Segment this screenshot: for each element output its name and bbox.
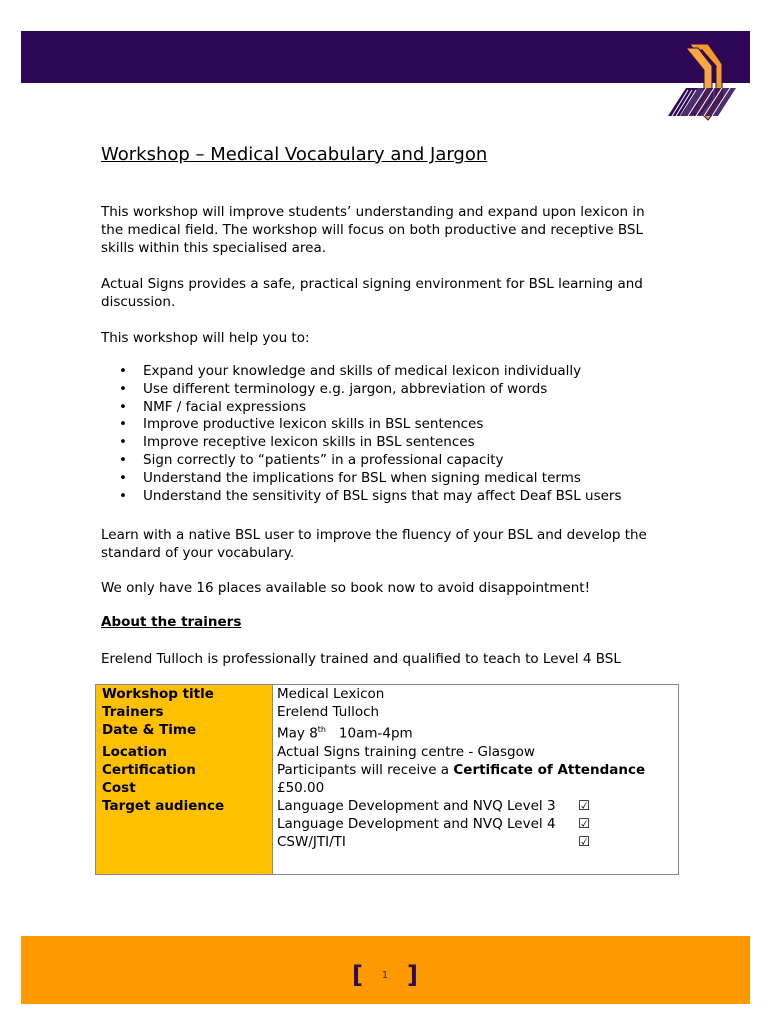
list-item: • Expand your knowledge and skills of medical lexicon individually <box>101 363 671 381</box>
row-value: £50.00 <box>273 779 679 797</box>
environment-paragraph: Actual Signs provides a safe, practical signing environment for BSL learning and discussion. <box>101 276 643 310</box>
checkbox-checked-icon: ☑ <box>577 815 591 832</box>
row-value <box>273 721 679 743</box>
document-title: Workshop – Medical Vocabulary and Jargon <box>101 144 488 165</box>
page-number: 1 <box>381 969 389 981</box>
row-label: Date & Time <box>96 721 273 743</box>
list-item: • Use different terminology e.g. jargon, abbreviation of words <box>101 381 671 399</box>
right-bracket-icon: ] <box>407 961 418 989</box>
list-item: • Sign correctly to “patients” in a professional capacity <box>101 452 671 470</box>
table-row <box>96 703 679 721</box>
row-value <box>273 761 679 779</box>
certification-type: Certificate of Attendance <box>453 761 646 778</box>
row-label: Location <box>96 743 273 761</box>
row-value: Erelend Tulloch <box>273 703 679 721</box>
checkbox-checked-icon: ☑ <box>577 833 591 850</box>
audience-text: Language Development and NVQ Level 4 <box>277 815 556 832</box>
workshop-info-table <box>95 684 679 875</box>
table-row <box>96 721 679 743</box>
row-label: Trainers <box>96 703 273 721</box>
page-number-box <box>352 962 418 988</box>
row-label: Target audience <box>96 797 273 875</box>
audience-text: CSW/JTI/TI <box>277 833 346 850</box>
certification-prefix: Participants will receive a <box>277 761 454 778</box>
checkbox-checked-icon: ☑ <box>577 797 591 814</box>
list-item: • NMF / facial expressions <box>101 399 671 417</box>
row-value: Actual Signs training centre - Glasgow <box>273 743 679 761</box>
learn-paragraph: Learn with a native BSL user to improve the fluency of your BSL and develop the standard of your vocabulary. <box>101 527 647 561</box>
benefits-list <box>101 363 671 505</box>
audience-item <box>277 797 592 815</box>
list-item: • Improve receptive lexicon skills in BSL sentences <box>101 434 671 452</box>
list-item: • Understand the implications for BSL when signing medical terms <box>101 470 671 488</box>
table-row <box>96 797 679 875</box>
table-row <box>96 779 679 797</box>
company-logo-icon <box>660 42 742 124</box>
left-bracket-icon: [ <box>352 961 363 989</box>
date-time: 10am-4pm <box>338 725 413 742</box>
table-row <box>96 761 679 779</box>
row-label: Certification <box>96 761 273 779</box>
row-label: Cost <box>96 779 273 797</box>
help-intro-text: This workshop will help you to: <box>101 330 310 346</box>
date-suffix: th <box>317 725 327 734</box>
list-item: • Understand the sensitivity of BSL signs that may affect Deaf BSL users <box>101 488 671 506</box>
row-label: Workshop title <box>96 685 273 704</box>
audience-text: Language Development and NVQ Level 3 <box>277 797 556 814</box>
table-row <box>96 743 679 761</box>
header-band <box>21 31 750 83</box>
trainers-heading: About the trainers <box>101 614 242 630</box>
audience-item <box>277 815 592 833</box>
places-paragraph: We only have 16 places available so book now to avoid disappointment! <box>101 580 591 596</box>
intro-paragraph: This workshop will improve students’ understanding and expand upon lexicon in the medical field. The workshop will focus on both productive and receptive BSL skills within this specialised area. <box>101 204 645 256</box>
row-value <box>273 797 679 875</box>
table-row <box>96 685 679 704</box>
audience-item <box>277 833 592 851</box>
list-item: • Improve productive lexicon skills in BSL sentences <box>101 416 671 434</box>
row-value: Medical Lexicon <box>273 685 679 704</box>
trainer-bio: Erelend Tulloch is professionally trained and qualified to teach to Level 4 BSL <box>101 651 621 667</box>
date-day: May 8 <box>277 725 318 742</box>
